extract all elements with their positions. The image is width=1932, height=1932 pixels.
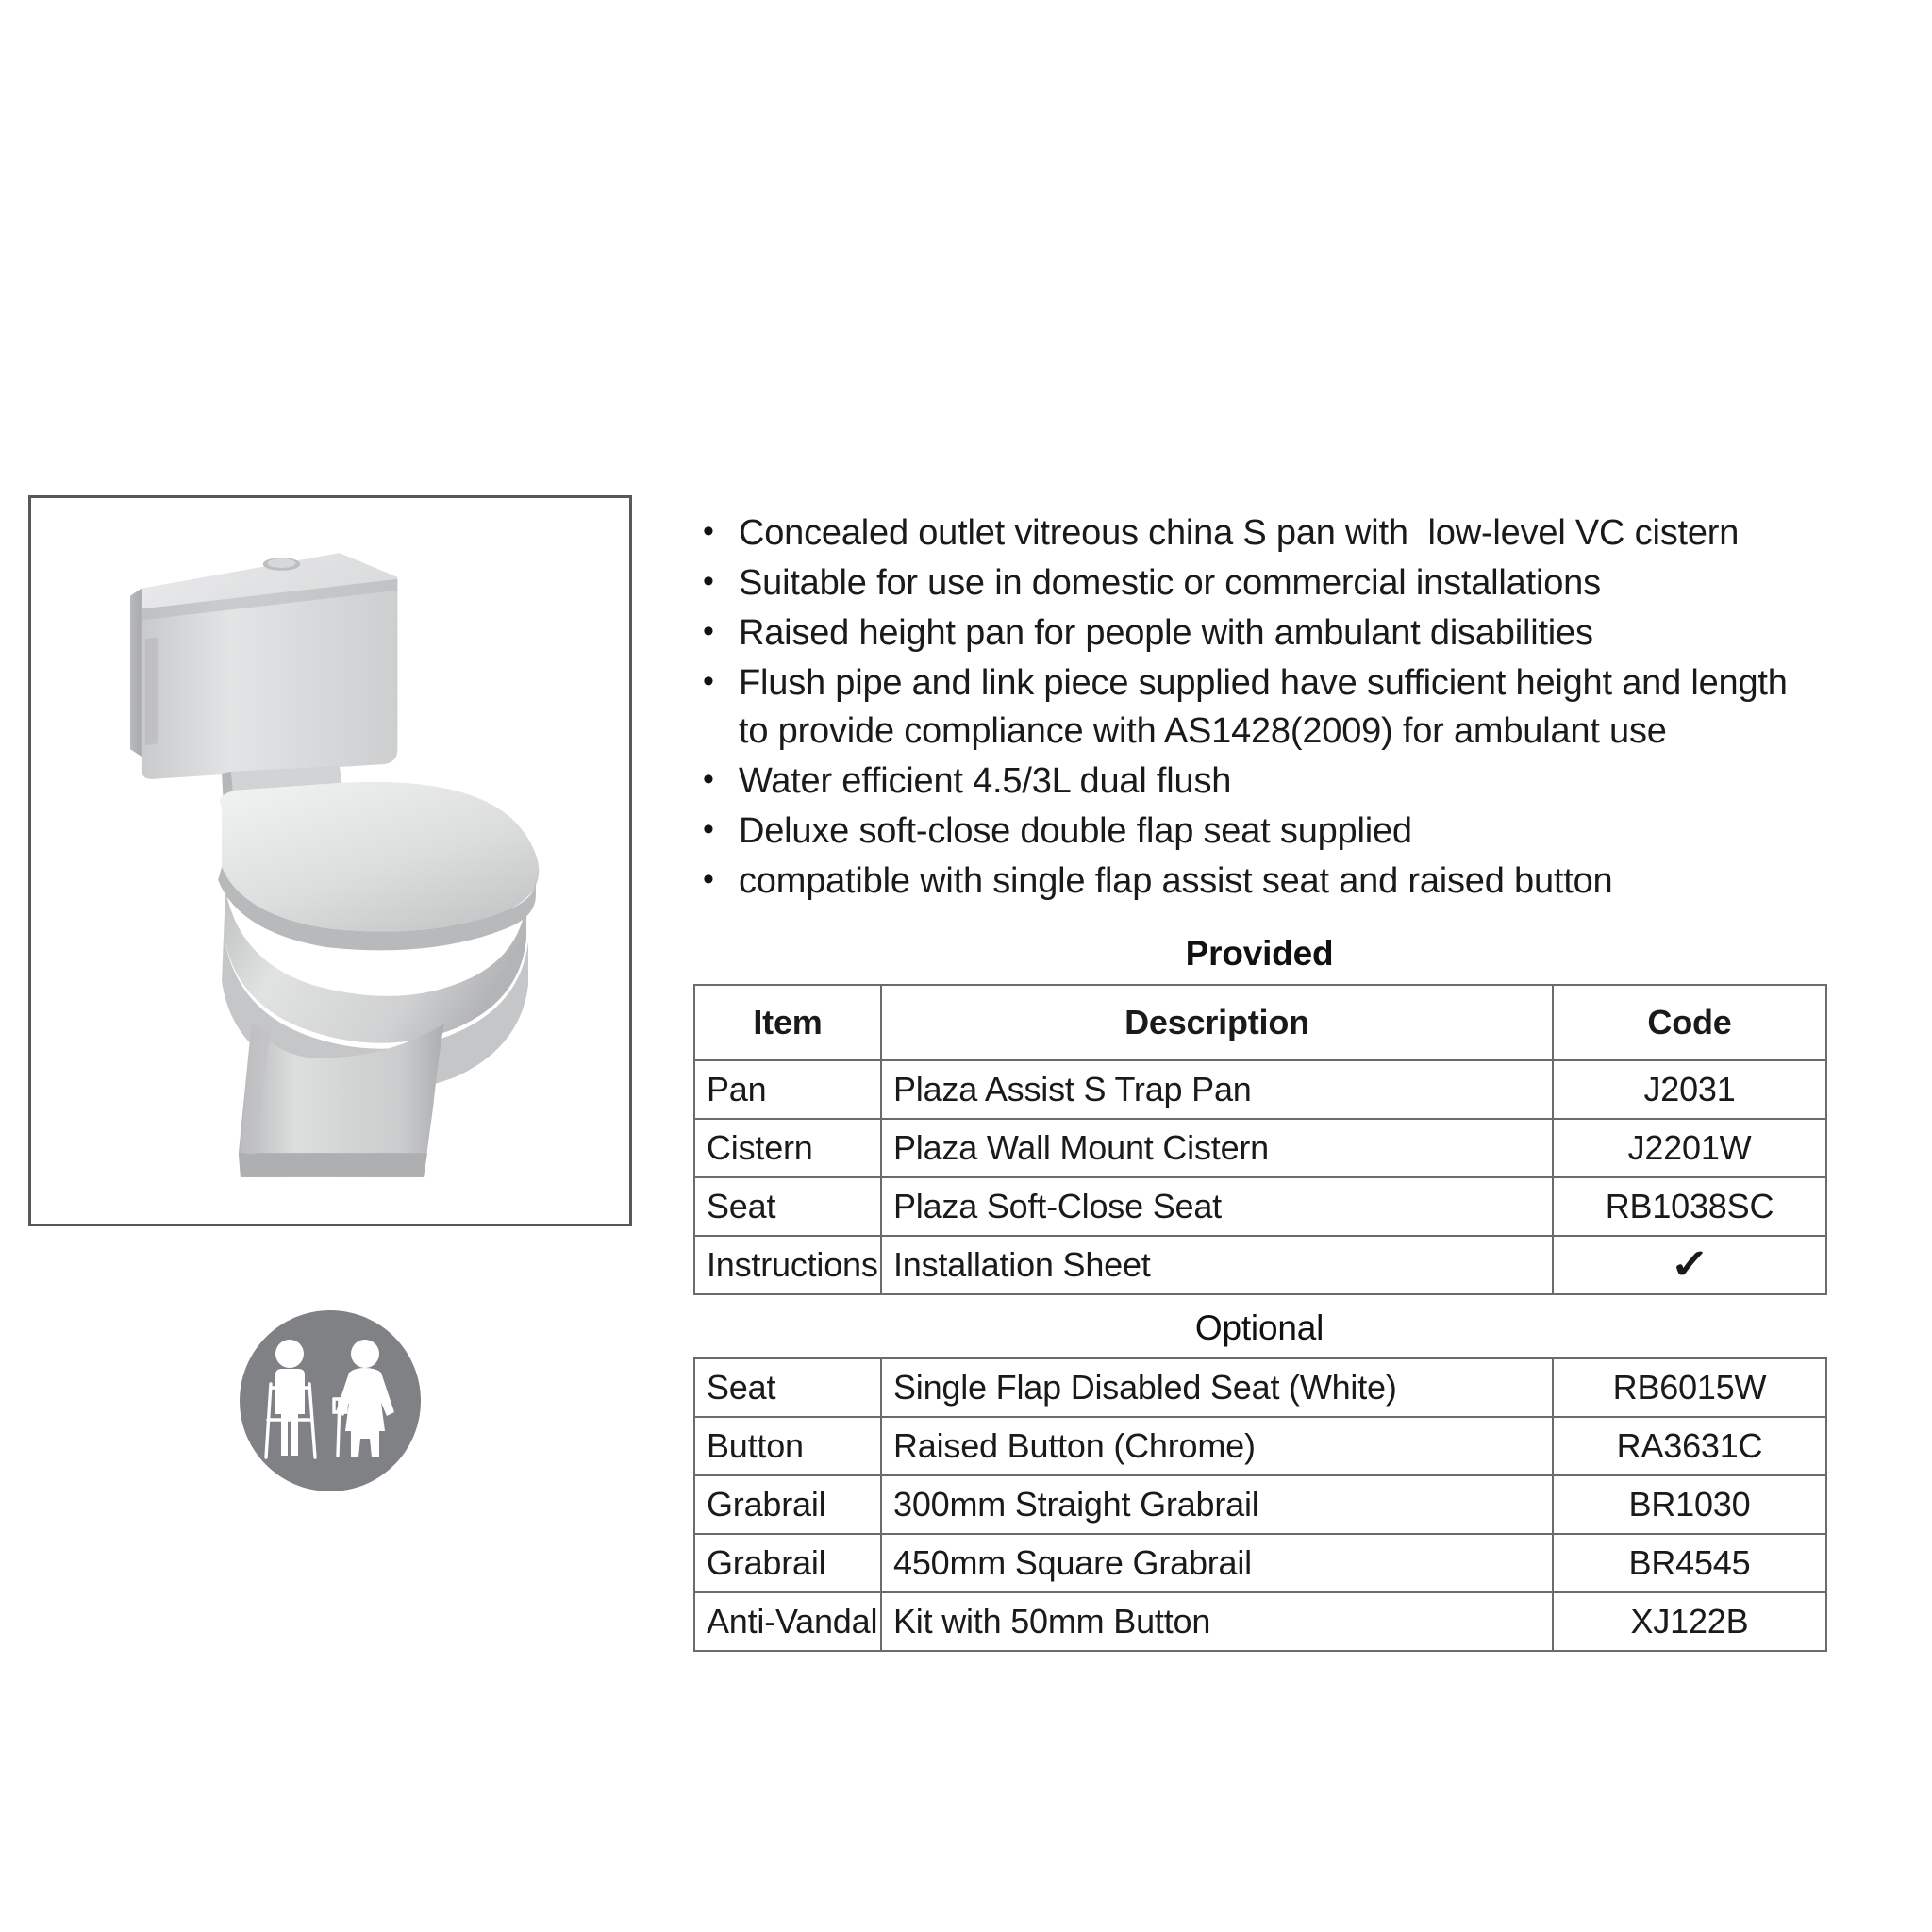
- cell-code: RA3631C: [1553, 1417, 1826, 1475]
- table-row: [694, 1358, 1826, 1417]
- header-item: Item: [694, 985, 881, 1060]
- feature-item: • Concealed outlet vitreous china S pan with low-level VC cistern: [693, 509, 1825, 558]
- cell-description: Plaza Soft-Close Seat: [881, 1177, 1553, 1236]
- feature-item: • Raised height pan for people with ambulant disabilities: [693, 609, 1825, 658]
- cell-code: XJ122B: [1553, 1592, 1826, 1651]
- table-row: [694, 1119, 1826, 1177]
- cell-item: Anti-Vandal: [694, 1592, 881, 1651]
- table-header-row: [694, 985, 1826, 1060]
- table-row: [694, 1417, 1826, 1475]
- table-row: [694, 1475, 1826, 1534]
- cell-description: 450mm Square Grabrail: [881, 1534, 1553, 1592]
- cell-code: [1553, 1236, 1826, 1294]
- cell-item: Seat: [694, 1358, 881, 1417]
- table-row: [694, 1060, 1826, 1119]
- cell-code: BR4545: [1553, 1534, 1826, 1592]
- cell-description: Kit with 50mm Button: [881, 1592, 1553, 1651]
- header-description: Description: [881, 985, 1553, 1060]
- cell-code: BR1030: [1553, 1475, 1826, 1534]
- cell-description: Installation Sheet: [881, 1236, 1553, 1294]
- provided-table: [693, 984, 1827, 1295]
- cell-item: Grabrail: [694, 1475, 881, 1534]
- cell-item: Button: [694, 1417, 881, 1475]
- cell-code: RB1038SC: [1553, 1177, 1826, 1236]
- product-image-frame: [28, 495, 632, 1226]
- table-row: [694, 1534, 1826, 1592]
- optional-table: [693, 1357, 1827, 1652]
- feature-item: • Deluxe soft-close double flap seat supplied: [693, 808, 1825, 856]
- table-row: [694, 1592, 1826, 1651]
- cell-code: J2031: [1553, 1060, 1826, 1119]
- cell-code: RB6015W: [1553, 1358, 1826, 1417]
- cell-description: Plaza Wall Mount Cistern: [881, 1119, 1553, 1177]
- header-code: Code: [1553, 985, 1826, 1060]
- cell-description: 300mm Straight Grabrail: [881, 1475, 1553, 1534]
- cell-item: Instructions: [694, 1236, 881, 1294]
- cell-description: Single Flap Disabled Seat (White): [881, 1358, 1553, 1417]
- optional-table-caption: Optional: [1194, 1308, 1324, 1347]
- provided-table-caption: Provided: [1185, 934, 1334, 973]
- check-icon: ✓: [1669, 1241, 1710, 1288]
- table-row: [694, 1236, 1826, 1294]
- feature-item: • compatible with single flap assist seat and raised button: [693, 858, 1825, 906]
- cell-description: Raised Button (Chrome): [881, 1417, 1553, 1475]
- cell-description: Plaza Assist S Trap Pan: [881, 1060, 1553, 1119]
- specification-column: [693, 509, 1825, 1652]
- feature-item: • Water efficient 4.5/3L dual flush: [693, 758, 1825, 806]
- feature-bullet-list: [693, 509, 1825, 906]
- toilet-product-image: [31, 498, 629, 1224]
- cell-item: Grabrail: [694, 1534, 881, 1592]
- cell-item: Pan: [694, 1060, 881, 1119]
- cell-item: Cistern: [694, 1119, 881, 1177]
- ambulant-accessibility-symbol: [236, 1307, 425, 1495]
- feature-item: • Suitable for use in domestic or commercial installations: [693, 559, 1825, 608]
- table-row: [694, 1177, 1826, 1236]
- cell-item: Seat: [694, 1177, 881, 1236]
- cell-code: J2201W: [1553, 1119, 1826, 1177]
- feature-item: • Flush pipe and link piece supplied have sufficient height and length to provide compliance with AS1428(2009) for ambulant use: [693, 659, 1825, 756]
